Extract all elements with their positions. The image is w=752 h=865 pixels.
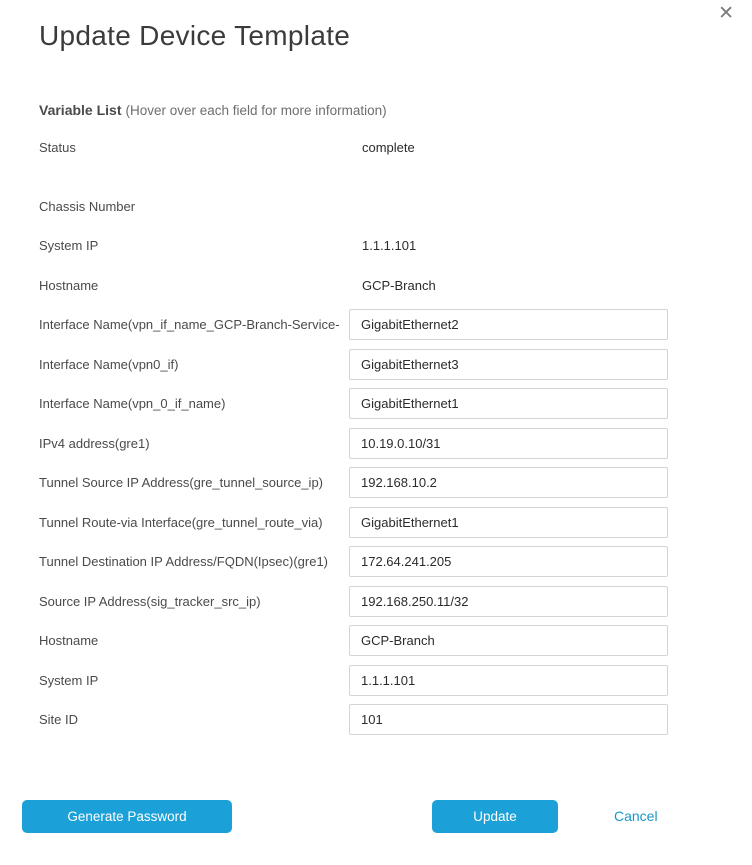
- field-input[interactable]: [349, 665, 668, 696]
- field-label: Hostname: [39, 277, 99, 293]
- field-label: Interface Name(vpn0_if): [39, 356, 179, 372]
- field-row: [39, 424, 722, 464]
- field-input[interactable]: [349, 625, 668, 656]
- generate-password-button[interactable]: Generate Password: [22, 800, 232, 833]
- field-row: [39, 384, 722, 424]
- field-label: Tunnel Destination IP Address/FQDN(Ipsec)(gre1): [39, 554, 329, 570]
- dialog-footer: [22, 800, 752, 833]
- field-row: [39, 621, 722, 661]
- variable-list-rows: [39, 128, 722, 740]
- field-value: complete: [362, 140, 415, 156]
- field-label: System IP: [39, 672, 99, 688]
- field-label: Tunnel Route-via Interface(gre_tunnel_route_via): [39, 514, 323, 530]
- field-row: [39, 542, 722, 582]
- field-value: GCP-Branch: [362, 277, 436, 293]
- field-row: [39, 582, 722, 622]
- field-row: [39, 345, 722, 385]
- update-button[interactable]: Update: [432, 800, 558, 833]
- field-label: Chassis Number: [39, 198, 136, 214]
- field-input[interactable]: [349, 349, 668, 380]
- dialog-title: Update Device Template: [39, 20, 351, 51]
- cancel-link[interactable]: Cancel: [614, 808, 658, 824]
- field-input[interactable]: [349, 309, 668, 340]
- field-label: Interface Name(vpn_0_if_name): [39, 396, 226, 412]
- field-row: [39, 305, 722, 345]
- field-row: [39, 128, 722, 168]
- variable-list-title: Variable List: [39, 102, 122, 118]
- close-icon[interactable]: ✕: [718, 3, 734, 24]
- field-row: [39, 661, 722, 701]
- field-row: [39, 503, 722, 543]
- variable-list-header: [39, 102, 722, 118]
- field-input[interactable]: [349, 546, 668, 577]
- field-row: [39, 700, 722, 740]
- variable-list-hint: (Hover over each field for more information): [125, 103, 387, 118]
- field-row: [39, 226, 722, 266]
- field-input[interactable]: [349, 467, 668, 498]
- field-label: Site ID: [39, 712, 79, 728]
- field-input[interactable]: [349, 586, 668, 617]
- field-input[interactable]: [349, 704, 668, 735]
- field-input[interactable]: [349, 507, 668, 538]
- field-row: [39, 187, 722, 227]
- field-label: System IP: [39, 238, 99, 254]
- field-label: Tunnel Source IP Address(gre_tunnel_source_ip): [39, 475, 324, 491]
- field-input[interactable]: [349, 428, 668, 459]
- field-input[interactable]: [349, 388, 668, 419]
- field-row: [39, 463, 722, 503]
- field-row: [39, 266, 722, 306]
- field-label: IPv4 address(gre1): [39, 435, 150, 451]
- field-label: Status: [39, 140, 76, 156]
- field-label: Source IP Address(sig_tracker_src_ip): [39, 593, 261, 609]
- field-value: 1.1.1.101: [362, 238, 417, 254]
- field-label: Interface Name(vpn_if_name_GCP-Branch-Service-: [39, 317, 340, 333]
- field-label: Hostname: [39, 633, 99, 649]
